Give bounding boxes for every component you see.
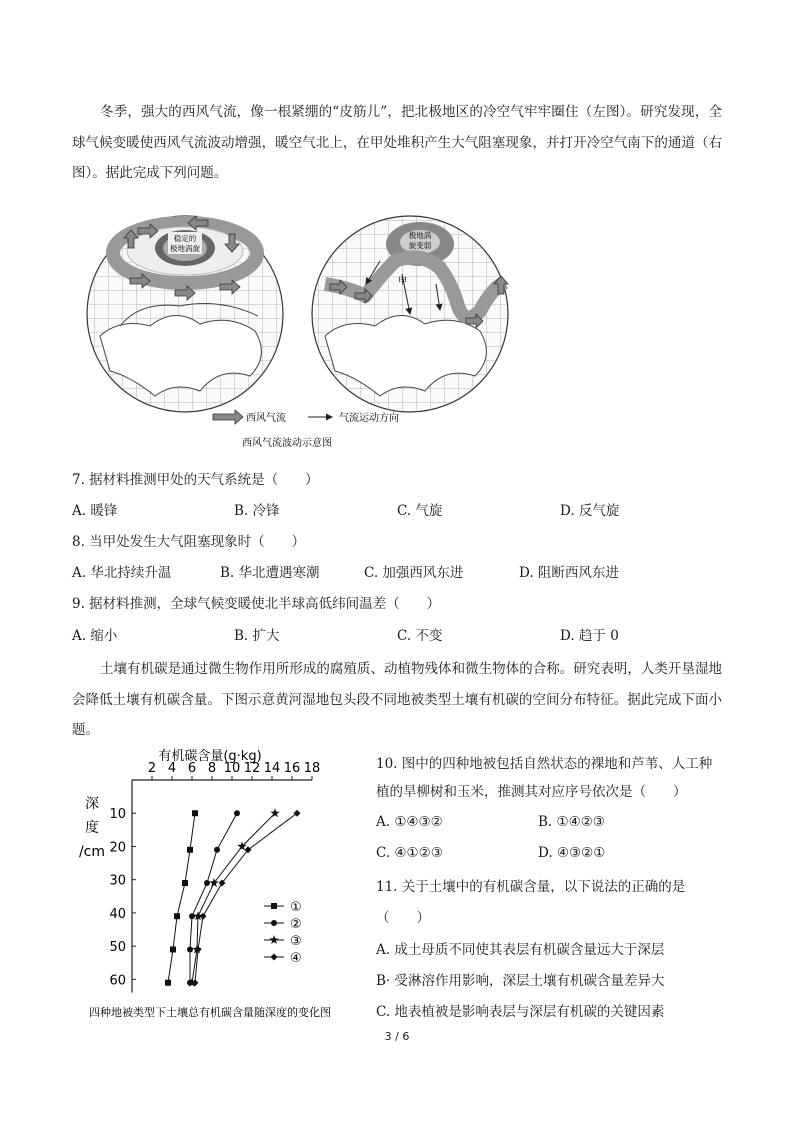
x-tick-label: 8 <box>207 761 217 776</box>
y-tick-label: 20 <box>109 840 126 856</box>
data-point <box>182 880 188 886</box>
data-point <box>271 954 278 961</box>
legend-westerly: 西风气流 <box>246 413 286 424</box>
q7-option-b[interactable]: B. 冷锋 <box>234 503 280 519</box>
series-1 <box>165 810 198 985</box>
series-4 <box>192 810 301 986</box>
right-globe <box>312 216 508 412</box>
data-point <box>204 880 210 886</box>
q10-option-b[interactable]: B. ①④②③ <box>538 814 605 830</box>
data-point <box>271 920 277 926</box>
series-line <box>168 813 195 983</box>
soil-carbon-chart <box>68 746 368 1026</box>
chart-title: 四种地被类型下土壤总有机碳含量随深度的变化图 <box>89 1006 331 1019</box>
y-label-part: 深 <box>85 796 99 812</box>
q9-option-b[interactable]: B. 扩大 <box>234 628 280 644</box>
chart-x-label: 有机碳含量(g·kg) <box>158 749 262 764</box>
x-tick-label: 4 <box>167 761 177 776</box>
data-point <box>187 847 193 853</box>
data-point <box>174 913 180 919</box>
x-tick-label: 16 <box>283 761 301 776</box>
passage-westerly: 冬季，强大的西风气流，像一根紧绷的“皮筋儿”，把北极地区的冷空气牢牢圈住（左图）。研究发现，全球气候变暖使西风气流波动增强，暖空气北上，在甲处堆积产生大气阻塞现象，并打开冷空气南下的通道（右图）。据此完成下列问题。 <box>72 104 722 181</box>
y-tick-label: 50 <box>109 940 126 956</box>
figure-caption: 西风气流波动示意图 <box>242 438 332 449</box>
left-globe-label-2: 极地涡旋 <box>170 244 200 253</box>
question-7-stem: 7. 据材料推测甲处的天气系统是（ ） <box>72 472 319 488</box>
passage-soil-carbon: 土壤有机碳是通过微生物作用所形成的腐殖质、动植物残体和微生物体的合称。研究表明，人类开垦湿地会降低土壤有机碳含量。下图示意黄河湿地包头段不同地被类型土壤有机碳的空间分布特征。据此完成下面小题。 <box>72 661 722 738</box>
data-point <box>189 913 195 919</box>
q11-option-b[interactable]: B· 受淋溶作用影响，深层土壤有机碳含量差异大 <box>376 973 665 989</box>
y-tick-label: 40 <box>109 906 126 922</box>
x-tick-label: 2 <box>147 761 157 776</box>
question-8-stem: 8. 当甲处发生大气阻塞现象时（ ） <box>72 534 306 550</box>
legend-label: ① <box>290 900 302 915</box>
question-9-stem: 9. 据材料推测，全球气候变暖使北半球高低纬间温差（ ） <box>72 596 441 612</box>
chart-legend <box>264 900 302 966</box>
q8-option-c[interactable]: C. 加强西风东进 <box>364 565 464 581</box>
q10-stem-line1: 10. 图中的四种地被包括自然状态的裸地和芦苇、人工种 <box>376 756 713 772</box>
y-tick-label: 10 <box>109 807 126 823</box>
left-globe-label-1: 稳定的 <box>173 234 197 243</box>
data-point <box>165 980 171 986</box>
legend-label: ④ <box>290 951 302 966</box>
data-point <box>200 913 207 920</box>
question-10-stem <box>376 750 712 806</box>
q7-option-c[interactable]: C. 气旋 <box>397 503 443 519</box>
x-tick-label: 18 <box>303 761 321 776</box>
q11-option-c[interactable]: C. 地表植被是影响表层与深层有机碳的关键因素 <box>376 1004 665 1020</box>
x-tick-label: 10 <box>223 761 241 776</box>
q9-option-a[interactable]: A. 缩小 <box>72 628 118 644</box>
legend-airflow: 气流运动方向 <box>339 413 399 424</box>
data-point <box>271 903 277 909</box>
figure-legend <box>213 410 399 424</box>
right-globe-label-2: 旋变弱 <box>408 241 432 250</box>
q10-option-c[interactable]: C. ④①②③ <box>376 845 443 861</box>
legend-label: ③ <box>290 934 302 949</box>
y-label-part: 度 <box>85 820 99 836</box>
x-tick-label: 12 <box>243 761 261 776</box>
q10-stem-line2: 植的旱柳树和玉米，推测其对应序号依次是（ ） <box>376 784 687 800</box>
westerly-figure <box>80 206 530 456</box>
data-point <box>234 810 240 816</box>
data-point <box>294 810 301 817</box>
q11-option-a[interactable]: A. 成土母质不同使其表层有机碳含量远大于深层 <box>376 942 665 958</box>
q7-option-d[interactable]: D. 反气旋 <box>560 503 620 519</box>
q11-stem-line2: （ ） <box>376 910 430 926</box>
legend-label: ② <box>290 917 302 932</box>
q10-option-a[interactable]: A. ①④③② <box>376 814 443 830</box>
data-point <box>187 946 193 952</box>
q9-option-c[interactable]: C. 不变 <box>397 628 443 644</box>
page-number: 3 / 6 <box>384 1030 410 1043</box>
right-globe-label-1: 极地涡 <box>408 231 432 240</box>
data-point <box>170 946 176 952</box>
q8-option-d[interactable]: D. 阻断西风东进 <box>519 565 619 581</box>
chart-y-label <box>79 796 105 860</box>
q9-option-d[interactable]: D. 趋于 0 <box>560 628 619 644</box>
data-point <box>214 847 220 853</box>
x-tick-label: 6 <box>187 761 197 776</box>
y-tick-label: 60 <box>109 973 126 989</box>
x-tick-label: 14 <box>263 761 281 776</box>
q8-option-b[interactable]: B. 华北遭遇寒潮 <box>220 565 320 581</box>
data-point <box>192 810 198 816</box>
series-3 <box>187 808 280 987</box>
data-point <box>269 935 279 944</box>
left-globe <box>87 216 283 412</box>
q11-stem-line1: 11. 关于土壤中的有机碳含量，以下说法的正确的是 <box>376 879 686 895</box>
y-label-part: /cm <box>78 844 106 860</box>
q8-option-a[interactable]: A. 华北持续升温 <box>72 565 172 581</box>
y-tick-label: 30 <box>109 873 126 889</box>
q7-option-a[interactable]: A. 暖锋 <box>72 503 118 519</box>
jia-label: 甲 <box>398 277 408 287</box>
q10-option-d[interactable]: D. ④③②① <box>538 845 606 861</box>
